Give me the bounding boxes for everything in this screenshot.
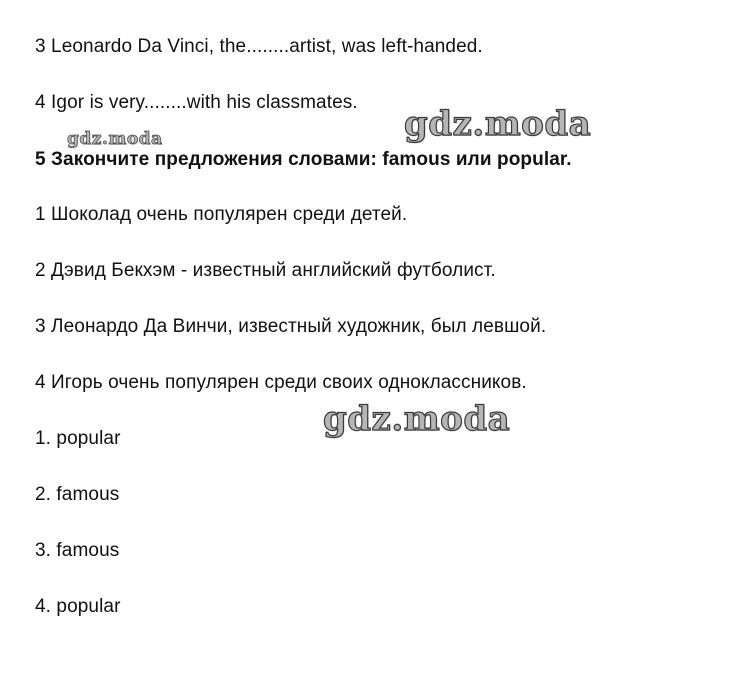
answer-4: 4. popular xyxy=(35,596,121,617)
sentence-en-4: 4 Igor is very........with his classmates. xyxy=(35,92,358,113)
watermark-middle: gdz.moda xyxy=(323,399,511,439)
sentence-ru-4: 4 Игорь очень популярен среди своих одноклассников. xyxy=(35,372,527,393)
watermark-small: gdz.moda xyxy=(67,129,163,149)
sentence-ru-1: 1 Шоколад очень популярен среди детей. xyxy=(35,204,408,225)
sentence-ru-3: 3 Леонардо Да Винчи, известный художник, был левшой. xyxy=(35,316,547,337)
sentence-en-3: 3 Leonardo Da Vinci, the........artist, was left-handed. xyxy=(35,36,483,57)
answer-3: 3. famous xyxy=(35,540,120,561)
answer-2: 2. famous xyxy=(35,484,120,505)
task-heading: 5 Закончите предложения словами: famous или popular. xyxy=(35,149,572,170)
watermark-top: gdz.moda xyxy=(404,104,592,144)
answer-1: 1. popular xyxy=(35,428,121,449)
sentence-ru-2: 2 Дэвид Бекхэм - известный английский футболист. xyxy=(35,260,496,281)
